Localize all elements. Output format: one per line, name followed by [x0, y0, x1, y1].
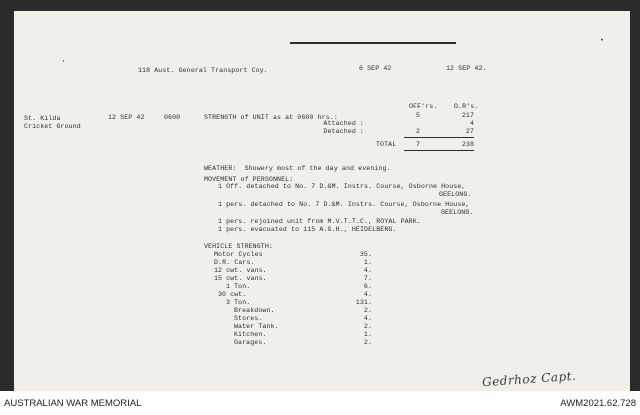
header-rule [290, 42, 456, 44]
total-offrs: 7 [415, 141, 421, 148]
vehicle-count: 7. [363, 275, 372, 282]
footer-bar [0, 391, 640, 415]
strength-label: STRENGTH of UNIT as at 0600 hrs.: [204, 114, 338, 121]
vehicle-count: 1. [363, 331, 372, 338]
strength-ors: 27 [465, 128, 474, 135]
vehicle-label: Stores. [234, 315, 263, 322]
strength-offrs: 2 [415, 128, 421, 135]
unit-name: 118 Aust. General Transport Coy. [138, 67, 268, 74]
col-offrs-header: OFF'rs. [409, 103, 438, 110]
vehicle-label: Water Tank. [234, 323, 279, 330]
vehicle-label: 1 Ton. [226, 283, 251, 290]
weather-line: WEATHER: Showery most of the day and evening. [204, 165, 391, 172]
vehicle-count: 4. [363, 267, 372, 274]
date-to: 12 SEP 42. [446, 65, 487, 72]
strength-row-label: Detached : [323, 128, 364, 135]
handwritten-signature: Gedrhoz Capt. [481, 368, 577, 390]
vehicle-count: 35. [359, 251, 372, 258]
entry-time: 0600 [164, 114, 181, 121]
movement-line: 1 pers. detached to No. 7 D.&M. Instrs. Course, Osborne House, [218, 201, 470, 208]
vehicle-label: 30 cwt. [218, 291, 247, 298]
footer-accession: AWM2021.62.728 [560, 398, 636, 409]
vehicle-label: Kitchen. [234, 331, 267, 338]
total-rule-top [404, 137, 474, 138]
page-mark: • [600, 37, 605, 44]
movement-line: 1 pers. evacuated to 115 A.G.H., HEIDELBERG. [218, 226, 397, 233]
movement-line: 1 Off. detached to No. 7 D.&M. Instrs. Course, Osborne House, [218, 183, 466, 190]
col-ors-header: O.R's. [454, 103, 479, 110]
strength-offrs: 5 [415, 112, 421, 119]
vehicle-heading: VEHICLE STRENGTH: [204, 243, 273, 250]
vehicle-count: 2. [363, 323, 372, 330]
vehicle-label: 3 Ton. [226, 299, 251, 306]
movement-heading: MOVEMENT of PERSONNEL: [204, 176, 294, 183]
vehicle-count: 1. [363, 259, 372, 266]
date-from: 6 SEP 42 [359, 65, 392, 72]
vehicle-count: 6. [363, 283, 372, 290]
movement-line: 1 pers. rejoined unit from M.V.T.T.C., ROYAL PARK. [218, 218, 421, 225]
vehicle-count: 131. [355, 299, 372, 306]
vehicle-count: 2. [363, 307, 372, 314]
total-rule-bottom [404, 150, 474, 151]
total-label: TOTAL [376, 141, 397, 148]
vehicle-count: 2. [363, 339, 372, 346]
vehicle-label: 15 cwt. vans. [214, 275, 267, 282]
vehicle-label: D.R. Cars. [214, 259, 255, 266]
entry-date: 12 SEP 42 [108, 114, 145, 121]
vehicle-label: 12 cwt. vans. [214, 267, 267, 274]
vehicle-label: Motor Cycles [214, 251, 263, 258]
place-line-2: Cricket Ground [24, 123, 81, 130]
total-ors: 238 [461, 141, 474, 148]
strength-ors: 4 [469, 120, 474, 127]
document-page [14, 11, 630, 391]
vehicle-count: 4. [363, 291, 372, 298]
strength-row-label: Attached : [323, 120, 364, 127]
movement-line: GEELONG. [441, 209, 474, 216]
movement-line: GEELONG. [439, 191, 472, 198]
footer-credit: AUSTRALIAN WAR MEMORIAL [4, 398, 142, 409]
vehicle-label: Breakdown. [234, 307, 275, 314]
vehicle-label: Garages. [234, 339, 267, 346]
strength-ors: 217 [461, 112, 474, 119]
page-mark: , [62, 56, 67, 63]
place-line-1: St. Kilda [24, 115, 61, 122]
vehicle-count: 4. [363, 315, 372, 322]
